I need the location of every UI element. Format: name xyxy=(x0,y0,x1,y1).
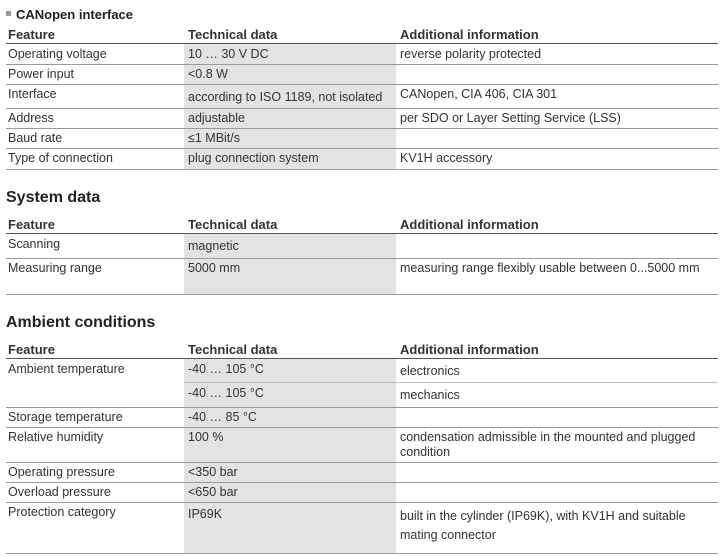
row-divider xyxy=(6,128,718,129)
cell-feature: Measuring range xyxy=(8,261,102,275)
row-divider xyxy=(6,64,718,65)
row-divider xyxy=(6,502,718,503)
row-divider xyxy=(6,462,718,463)
cell-feature: Ambient temperature xyxy=(8,362,125,376)
section-title-ambient-conditions: Ambient conditions xyxy=(6,314,156,331)
cell-additional: reverse polarity protected xyxy=(400,47,542,61)
cell-additional: condensation admissible in the mounted and plugged condition xyxy=(400,430,696,459)
cell-feature: Type of connection xyxy=(8,151,113,165)
row-divider xyxy=(6,258,718,259)
cell-additional: mechanics xyxy=(400,388,460,402)
cell-feature: Storage temperature xyxy=(8,410,123,424)
row-divider xyxy=(6,84,718,85)
row-divider xyxy=(6,148,718,149)
cell-feature: Protection category xyxy=(8,505,116,519)
cell-feature: Baud rate xyxy=(8,131,63,145)
cell-technical: 100 % xyxy=(188,430,224,444)
row-divider xyxy=(6,482,718,483)
cell-additional: measuring range flexibly usable between 0...5000 mm xyxy=(400,261,700,275)
header-additional: Additional information xyxy=(400,217,539,232)
header-divider xyxy=(6,233,718,234)
section-title-system-data: System data xyxy=(6,189,101,206)
cell-feature: Scanning xyxy=(8,237,61,251)
cell-feature: Interface xyxy=(8,87,57,101)
table-bottom-divider xyxy=(6,294,718,295)
header-technical: Technical data xyxy=(188,27,278,42)
header-additional: Additional information xyxy=(400,27,539,42)
header-additional: Additional information xyxy=(400,342,539,357)
header-technical: Technical data xyxy=(188,342,278,357)
cell-technical: -40 … 105 °C xyxy=(188,386,264,400)
section-bullet xyxy=(6,11,11,16)
cell-technical: adjustable xyxy=(188,111,245,125)
header-divider xyxy=(6,358,718,359)
header-feature: Feature xyxy=(8,342,55,357)
cell-technical: <0.8 W xyxy=(188,67,228,81)
cell-technical: -40 … 85 °C xyxy=(188,410,257,424)
cell-technical: magnetic xyxy=(188,239,239,253)
section-title-canopen: CANopen interface xyxy=(16,7,134,22)
cell-additional: per SDO or Layer Setting Service (LSS) xyxy=(400,111,621,125)
cell-technical: <650 bar xyxy=(188,485,238,499)
subrow-divider xyxy=(184,382,718,383)
cell-additional: KV1H accessory xyxy=(400,151,493,165)
header-divider xyxy=(6,43,718,44)
row-divider xyxy=(6,407,718,408)
cell-feature: Overload pressure xyxy=(8,485,111,499)
header-feature: Feature xyxy=(8,217,55,232)
table-bottom-divider xyxy=(6,169,718,170)
row-divider xyxy=(6,108,718,109)
cell-technical: IP69K xyxy=(188,507,223,521)
cell-additional: built in the cylinder (IP69K), with KV1H and suitable mating connector xyxy=(400,509,686,542)
cell-feature: Address xyxy=(8,111,54,125)
cell-technical: according to ISO 1189, not isolated xyxy=(188,90,383,104)
cell-technical: -40 … 105 °C xyxy=(188,362,264,376)
cell-technical: plug connection system xyxy=(188,151,319,165)
cell-feature: Operating voltage xyxy=(8,47,107,61)
cell-technical: ≤1 MBit/s xyxy=(188,131,241,145)
cell-feature: Operating pressure xyxy=(8,465,116,479)
cell-additional: CANopen, CIA 406, CIA 301 xyxy=(400,87,558,101)
header-technical: Technical data xyxy=(188,217,278,232)
row-divider xyxy=(6,427,718,428)
cell-feature: Power input xyxy=(8,67,75,81)
header-feature: Feature xyxy=(8,27,55,42)
cell-additional: electronics xyxy=(400,364,460,378)
cell-feature: Relative humidity xyxy=(8,430,104,444)
cell-technical: 10 … 30 V DC xyxy=(188,47,269,61)
cell-technical: 5000 mm xyxy=(188,261,241,275)
cell-technical: <350 bar xyxy=(188,465,238,479)
table-bottom-divider xyxy=(6,553,718,554)
